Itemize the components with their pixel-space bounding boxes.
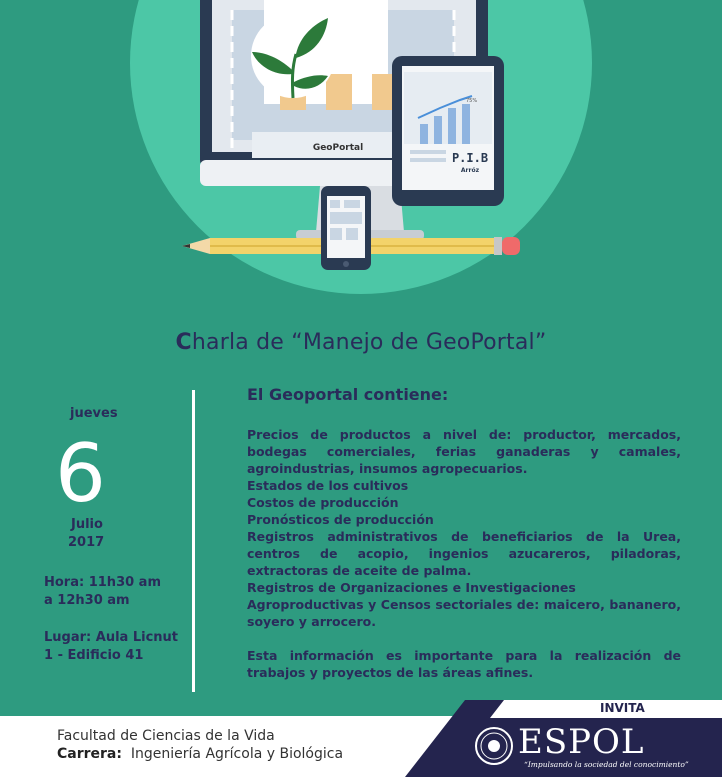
event-year: 2017 bbox=[68, 535, 105, 550]
content-item: Precios de productos a nivel de: productor, mercados, bodegas comerciales, ferias ganaderas y camales, agroindustrias, insumos agropecuarios. bbox=[247, 427, 681, 476]
content-item: Registros de Organizaciones e Investigaciones bbox=[247, 580, 576, 595]
content-item: Agroproductivas y Censos sectoriales de: maicero, bananero, soyero y arrocero. bbox=[247, 597, 681, 629]
event-time-line1: Hora: 11h30 am bbox=[44, 575, 161, 590]
tablet bbox=[392, 56, 504, 206]
devices-illustration bbox=[0, 0, 722, 290]
event-time-line2: a 12h30 am bbox=[44, 593, 130, 608]
vertical-divider bbox=[192, 390, 195, 692]
tablet-title: P.I.B bbox=[451, 151, 489, 165]
tablet-subtitle: Arróz bbox=[460, 167, 480, 174]
event-day: 6 bbox=[55, 427, 106, 520]
event-day-of-week: jueves bbox=[70, 406, 118, 421]
invita-label: INVITA bbox=[600, 701, 645, 715]
content-heading: El Geoportal contiene: bbox=[247, 385, 449, 404]
content-panel bbox=[247, 385, 681, 681]
event-month: Julio bbox=[71, 517, 103, 532]
career-label: Carrera: bbox=[57, 746, 122, 762]
event-location-line2: 1 - Edificio 41 bbox=[44, 648, 144, 663]
page-title bbox=[0, 330, 722, 355]
brand-logo: ESPOL bbox=[518, 722, 645, 762]
event-location-line1: Lugar: Aula Licnut bbox=[44, 630, 178, 645]
footer-faculty: Facultad de Ciencias de la Vida bbox=[57, 728, 275, 744]
content-item: Costos de producción bbox=[247, 495, 399, 510]
title-first-letter: C bbox=[175, 330, 192, 355]
content-note: Esta información es importante para la realización de trabajos y proyectos de las áreas afines. bbox=[247, 648, 681, 680]
espol-seal-icon bbox=[474, 726, 514, 766]
title-rest: harla de “Manejo de GeoPortal” bbox=[191, 330, 547, 355]
content-item: Registros administrativos de beneficiarios de la Urea, centros de acopio, ingenios azucareros, piladoras, extractoras de aceite de palma. bbox=[247, 529, 681, 578]
content-item: Pronósticos de producción bbox=[247, 512, 434, 527]
monitor-label: GeoPortal bbox=[312, 143, 364, 153]
content-item: Estados de los cultivos bbox=[247, 478, 409, 493]
phone bbox=[321, 186, 371, 270]
leaf-logo-icon bbox=[251, 14, 335, 98]
brand-slogan: “Impulsando la sociedad del conocimiento” bbox=[524, 760, 689, 769]
career-value: Ingeniería Agrícola y Biológica bbox=[130, 746, 344, 762]
chart-percent: 75% bbox=[466, 98, 478, 104]
footer-career bbox=[57, 746, 343, 762]
